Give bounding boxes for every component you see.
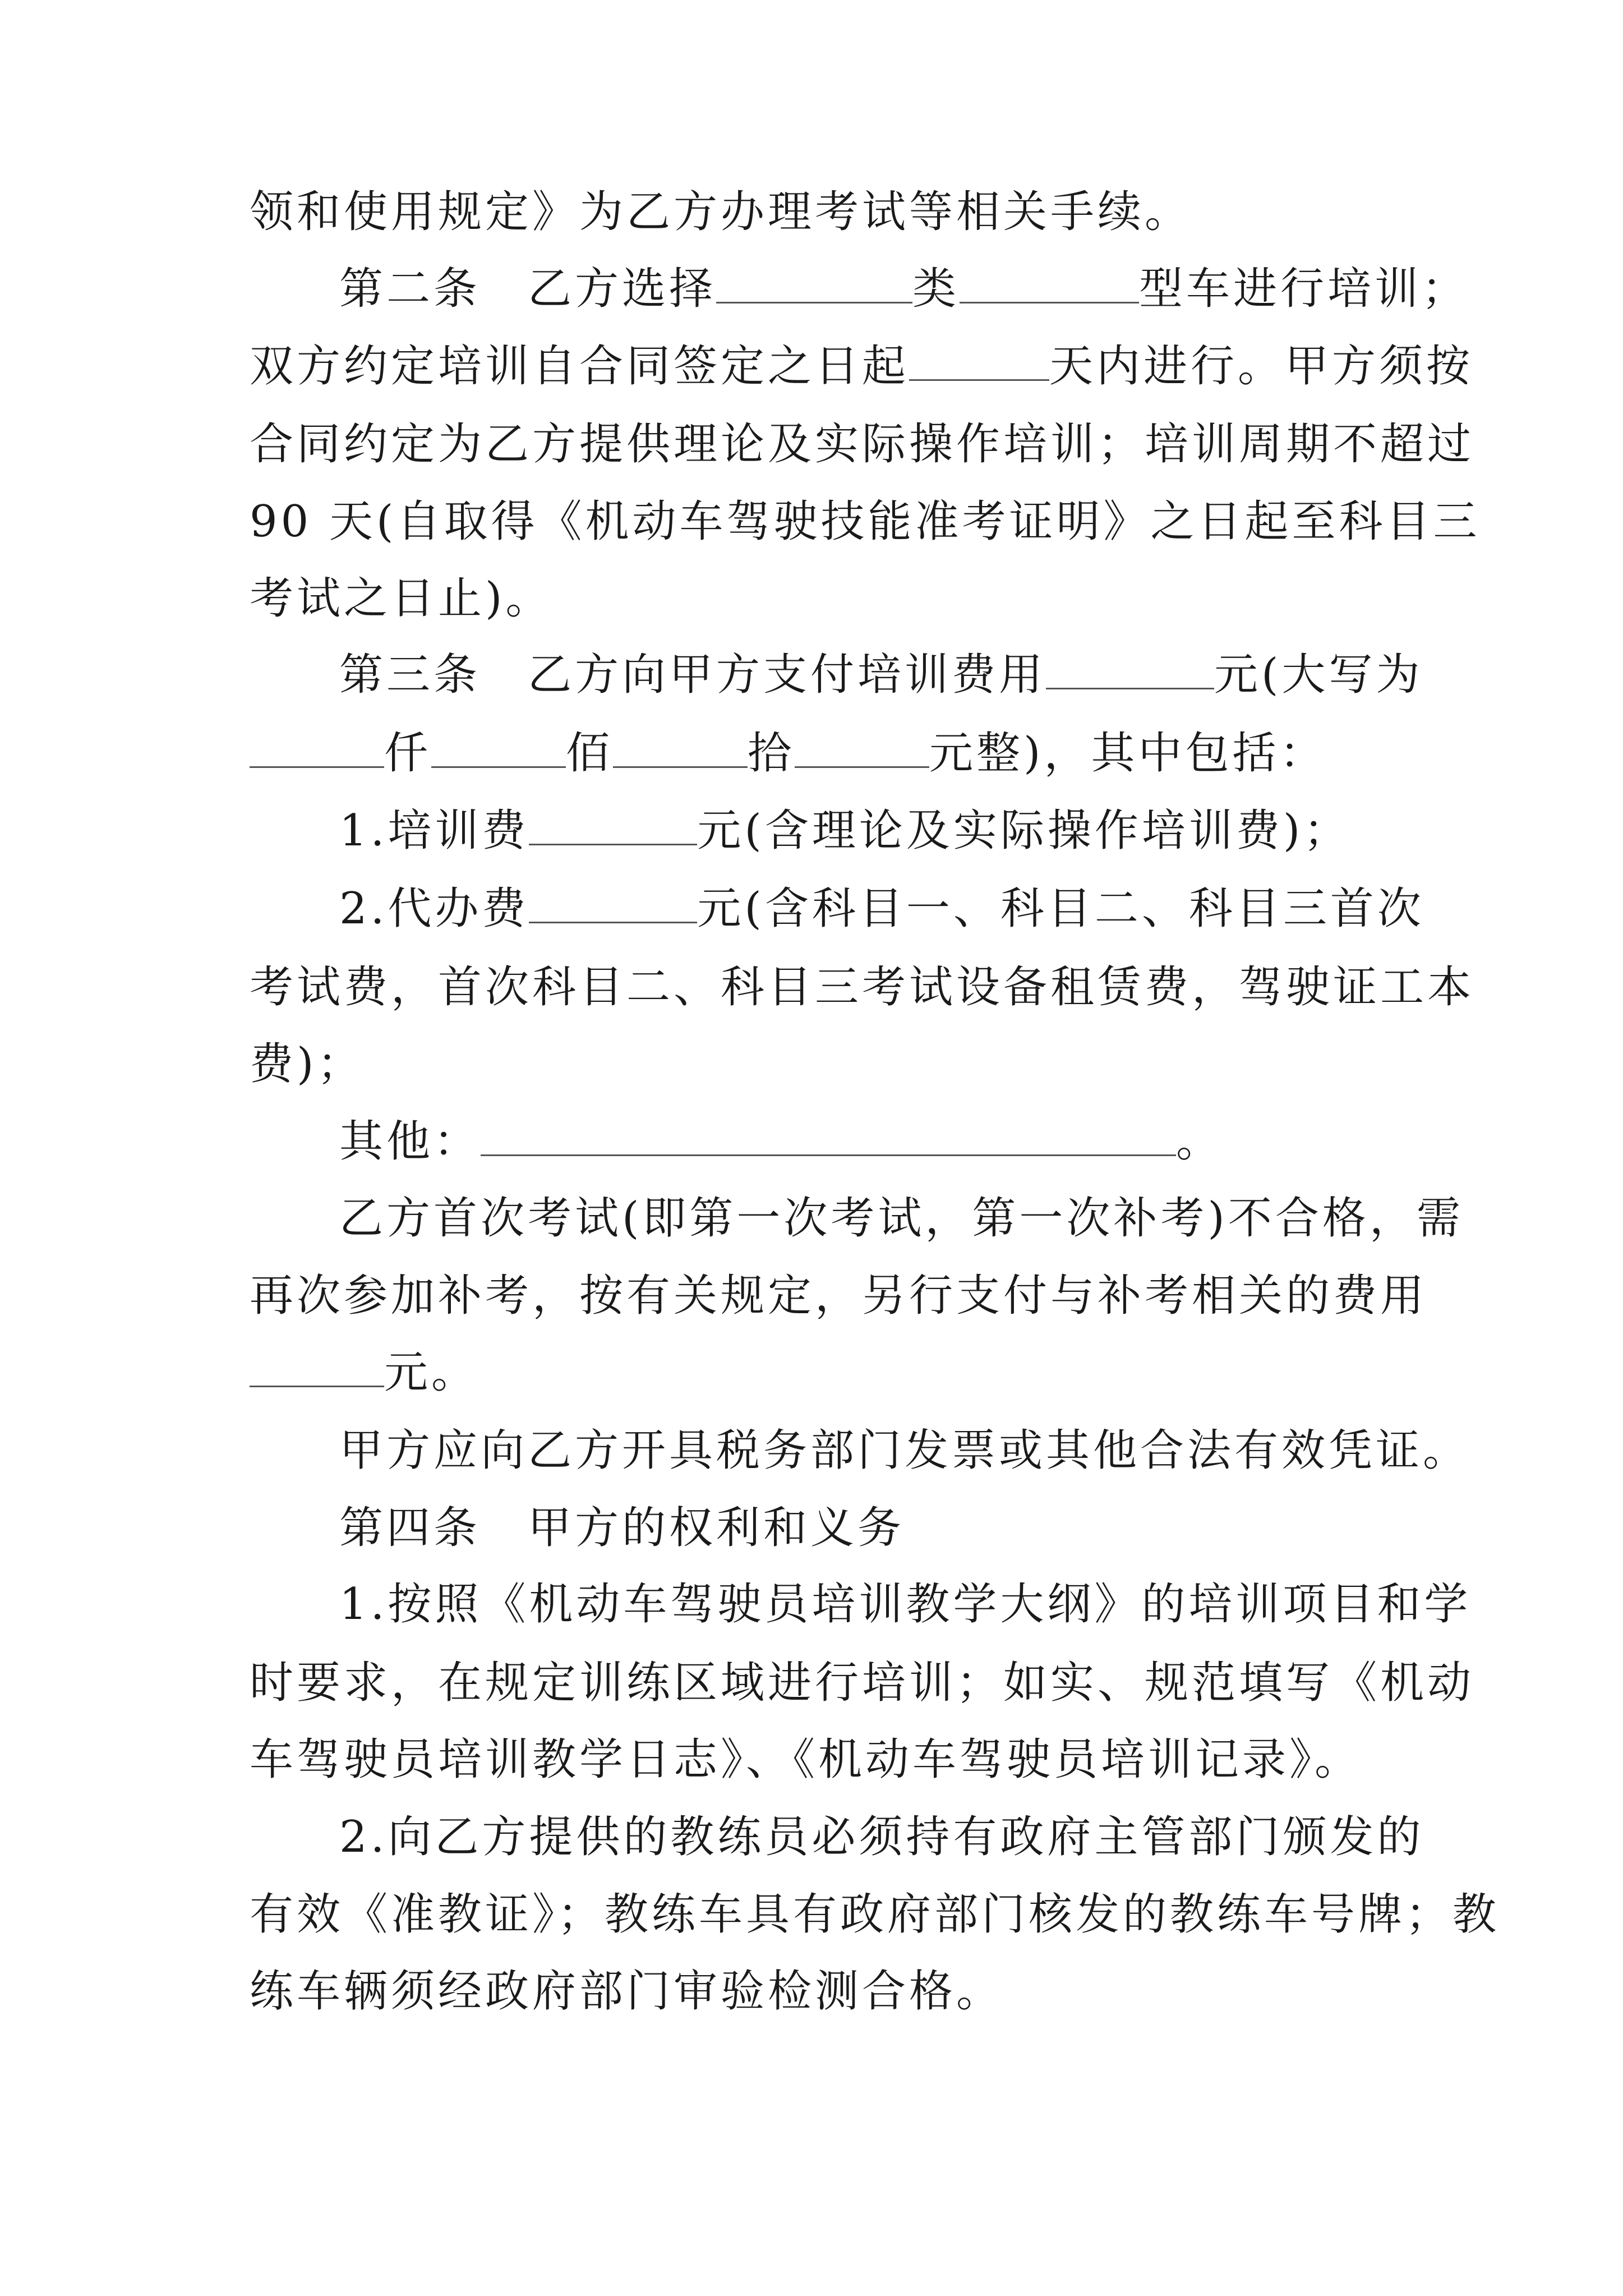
line-text: 元(含理论及实际操作培训费)； xyxy=(697,806,1351,856)
text-line xyxy=(250,1036,364,1092)
text-line xyxy=(339,1576,1471,1632)
line-text: 仟 xyxy=(384,728,432,779)
fill-in-blank[interactable] xyxy=(960,265,1139,303)
text-line xyxy=(339,1500,905,1556)
text-line xyxy=(250,570,552,627)
text-line xyxy=(339,1423,1470,1479)
line-text: 领和使用规定》为乙方办理考试等相关手续。 xyxy=(250,187,1192,237)
fill-in-blank[interactable] xyxy=(250,729,384,768)
line-text: 拾 xyxy=(748,728,795,779)
line-text: 元整)，其中包括： xyxy=(929,728,1327,779)
text-line xyxy=(339,881,1424,937)
line-text: 元(大写为 xyxy=(1214,650,1423,700)
text-line xyxy=(339,1190,1464,1246)
line-text: 第二条 乙方选择 xyxy=(339,264,717,314)
line-text: 。 xyxy=(1176,1116,1224,1167)
fill-in-blank[interactable] xyxy=(716,265,912,303)
fill-in-blank[interactable] xyxy=(481,1117,1176,1156)
text-line xyxy=(250,416,1474,472)
line-text: 费)； xyxy=(250,1039,365,1089)
text-line xyxy=(250,1345,478,1401)
line-text: 其他： xyxy=(339,1116,481,1167)
line-text: 类 xyxy=(912,264,960,314)
text-line xyxy=(250,338,1473,394)
text-line xyxy=(250,1268,1427,1324)
line-text: 合同约定为乙方提供理论及实际操作培训；培训周期不超过 xyxy=(250,419,1475,470)
fill-in-blank[interactable] xyxy=(250,1349,384,1387)
line-text: 考试之日止)。 xyxy=(250,573,553,624)
fill-in-blank[interactable] xyxy=(795,729,929,768)
line-text: 天内进行。甲方须按 xyxy=(1049,341,1474,392)
text-line xyxy=(250,1655,1474,1711)
fill-in-blank[interactable] xyxy=(529,807,697,845)
text-line xyxy=(250,1732,1362,1788)
text-line xyxy=(250,1963,1003,2019)
line-text: 考试费，首次科目二、科目三考试设备租赁费，驾驶证工本 xyxy=(250,962,1475,1013)
text-line xyxy=(339,261,1469,317)
text-line xyxy=(250,959,1474,1015)
line-text: 第三条 乙方向甲方支付培训费用 xyxy=(339,650,1046,700)
line-text: 甲方应向乙方开具税务部门发票或其他合法有效凭证。 xyxy=(339,1425,1470,1476)
line-text: 乙方首次考试(即第一次考试，第一次补考)不合格，需 xyxy=(339,1193,1464,1244)
text-line xyxy=(250,1887,1500,1943)
fill-in-blank[interactable] xyxy=(1046,651,1214,689)
text-line xyxy=(250,725,1326,781)
line-text: 1.按照《机动车驾驶员培训教学大纲》的培训项目和学 xyxy=(339,1579,1472,1630)
line-text: 再次参加补考，按有关规定，另行支付与补考相关的费用 xyxy=(250,1271,1428,1321)
line-text: 2.向乙方提供的教练员必须持有政府主管部门颁发的 xyxy=(339,1812,1424,1862)
text-line xyxy=(339,647,1423,703)
line-text: 练车辆须经政府部门审验检测合格。 xyxy=(250,1966,1004,2017)
line-text: 90 天(自取得《机动车驾驶技能准考证明》之日起至科目三 xyxy=(250,496,1481,547)
line-text: 2.代办费 xyxy=(339,884,529,934)
line-text: 时要求，在规定训练区域进行培训；如实、规范填写《机动 xyxy=(250,1658,1475,1708)
text-line xyxy=(339,1809,1424,1865)
line-text: 第四条 甲方的权利和义务 xyxy=(339,1503,905,1553)
line-text: 双方约定培训自合同签定之日起 xyxy=(250,341,910,392)
text-line xyxy=(250,184,1192,240)
line-text: 1.培训费 xyxy=(339,806,529,856)
line-text: 车驾驶员培训教学日志》、《机动车驾驶员培训记录》。 xyxy=(250,1734,1362,1785)
fill-in-blank[interactable] xyxy=(431,729,566,768)
text-line xyxy=(339,803,1350,859)
fill-in-blank[interactable] xyxy=(909,342,1049,381)
fill-in-blank[interactable] xyxy=(529,885,697,923)
fill-in-blank[interactable] xyxy=(613,729,748,768)
text-line xyxy=(339,1114,1223,1170)
line-text: 有效《准教证》；教练车具有政府部门核发的教练车号牌；教 xyxy=(250,1889,1500,1940)
line-text: 元。 xyxy=(384,1347,479,1398)
text-line xyxy=(250,494,1480,550)
line-text: 佰 xyxy=(566,728,614,779)
line-text: 型车进行培训； xyxy=(1139,264,1469,314)
line-text: 元(含科目一、科目二、科目三首次 xyxy=(697,884,1424,934)
